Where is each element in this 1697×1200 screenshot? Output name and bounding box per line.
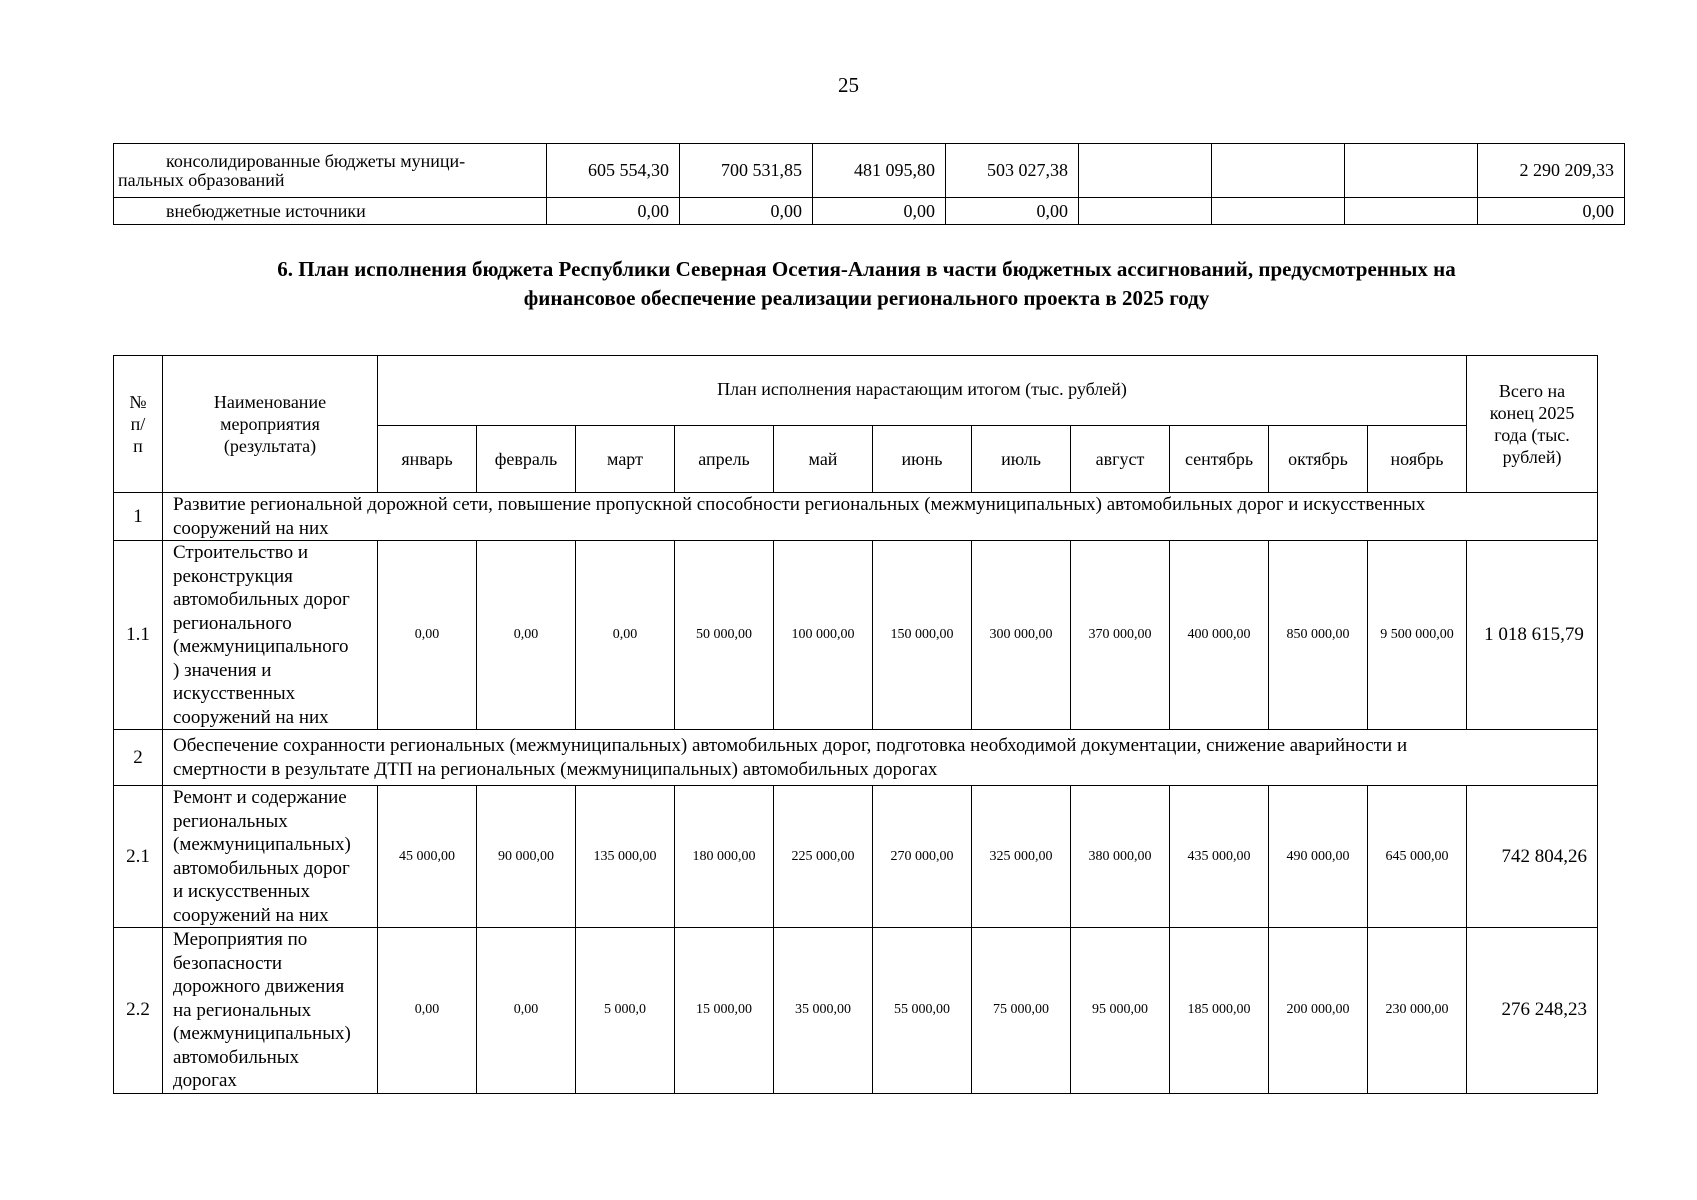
section-title-line: 6. План исполнения бюджета Республики Северная Осетия-Алания в части бюджетных ассигнований, предусмотренных на	[277, 257, 1456, 281]
header-line: №	[129, 392, 147, 412]
total-value: 1 018 615,79	[1467, 541, 1598, 730]
column-header-total	[1467, 356, 1598, 493]
month-value: 0,00	[378, 541, 477, 730]
budget-plan-table	[113, 355, 1598, 1094]
month-value: 50 000,00	[675, 541, 774, 730]
month-value: 9 500 000,00	[1368, 541, 1467, 730]
month-header: сентябрь	[1170, 426, 1269, 493]
month-value: 300 000,00	[972, 541, 1071, 730]
month-value: 225 000,00	[774, 786, 873, 928]
header-line: Наименование	[213, 392, 327, 412]
activity-name-line: дорогах	[173, 1070, 237, 1091]
month-value: 45 000,00	[378, 786, 477, 928]
row-number: 2	[114, 730, 163, 786]
header-line: Всего на	[1498, 381, 1566, 401]
month-value: 230 000,00	[1368, 928, 1467, 1094]
activity-name-line: автомобильных дорог	[173, 857, 350, 879]
table-row	[114, 541, 1598, 730]
value-cell: 0,00	[547, 198, 680, 225]
activity-name-line: автомобильных дорог	[173, 589, 350, 610]
activity-name-line: автомобильных	[173, 1046, 300, 1068]
month-value: 645 000,00	[1368, 786, 1467, 928]
month-value: 90 000,00	[477, 786, 576, 928]
value-cell: 605 554,30	[547, 144, 680, 198]
table-row	[114, 144, 1625, 198]
activity-name-line: (межмуниципальных)	[173, 834, 351, 855]
activity-name-line: безопасности	[173, 952, 283, 974]
value-cell: 700 531,85	[680, 144, 813, 198]
total-value: 742 804,26	[1467, 786, 1598, 928]
value-cell	[1212, 198, 1345, 225]
activity-name-line: ) значения и	[173, 659, 272, 681]
row-number: 1	[114, 493, 163, 541]
value-cell	[1345, 198, 1478, 225]
value-cell: 0,00	[813, 198, 946, 225]
month-value: 35 000,00	[774, 928, 873, 1094]
header-line: конец 2025	[1489, 403, 1575, 423]
activity-name-line: (межмуниципального	[173, 636, 349, 657]
header-row	[114, 356, 1598, 426]
month-value: 75 000,00	[972, 928, 1071, 1094]
month-value: 0,00	[576, 541, 675, 730]
activity-name-line: Мероприятия по	[173, 929, 308, 950]
value-cell: 0,00	[946, 198, 1079, 225]
month-value: 100 000,00	[774, 541, 873, 730]
section-name	[163, 493, 1598, 541]
activity-name	[163, 541, 378, 730]
month-value: 0,00	[477, 928, 576, 1094]
total-cell: 0,00	[1478, 198, 1625, 225]
section-name	[163, 730, 1598, 786]
month-value: 150 000,00	[873, 541, 972, 730]
activity-name	[163, 928, 378, 1094]
table-row	[114, 928, 1598, 1094]
month-header: октябрь	[1269, 426, 1368, 493]
month-value: 15 000,00	[675, 928, 774, 1094]
page-number: 25	[838, 73, 859, 97]
month-value: 180 000,00	[675, 786, 774, 928]
value-cell: 503 027,38	[946, 144, 1079, 198]
section-name-line: сооружений на них	[173, 517, 329, 539]
column-header-name	[163, 356, 378, 493]
table-row	[114, 786, 1598, 928]
month-header: ноябрь	[1368, 426, 1467, 493]
section-row	[114, 493, 1598, 541]
value-cell	[1079, 144, 1212, 198]
month-header: август	[1071, 426, 1170, 493]
month-header: июнь	[873, 426, 972, 493]
month-value: 370 000,00	[1071, 541, 1170, 730]
month-value: 185 000,00	[1170, 928, 1269, 1094]
month-value: 5 000,0	[576, 928, 675, 1094]
activity-name-line: (межмуниципальных)	[173, 1023, 351, 1044]
top-continuation-table	[113, 143, 1625, 225]
value-cell	[1079, 198, 1212, 225]
row-number: 2.1	[114, 786, 163, 928]
month-value: 380 000,00	[1071, 786, 1170, 928]
row-label	[114, 144, 547, 198]
activity-name-line: искусственных	[173, 683, 296, 704]
activity-name-line: Ремонт и содержание	[173, 787, 347, 808]
activity-name-line: дорожного движения	[173, 976, 345, 997]
header-line: (результата)	[223, 436, 317, 456]
section-name-line: Развитие региональной дорожной сети, повышение пропускной способности региональных (межмуниципальных) автомобильных дорог и искусственных	[173, 494, 1426, 515]
activity-name-line: сооружений на них	[173, 706, 329, 728]
section-name-line: Обеспечение сохранности региональных (межмуниципальных) автомобильных дорог, подготовка необходимой документации, снижение аварийности и	[173, 735, 1408, 756]
month-header: февраль	[477, 426, 576, 493]
total-cell: 2 290 209,33	[1478, 144, 1625, 198]
month-value: 270 000,00	[873, 786, 972, 928]
activity-name	[163, 786, 378, 928]
section-row	[114, 730, 1598, 786]
activity-name-line: регионального	[173, 612, 292, 634]
month-header: май	[774, 426, 873, 493]
value-cell: 0,00	[680, 198, 813, 225]
month-header: январь	[378, 426, 477, 493]
section-name-line: смертности в результате ДТП на региональных (межмуниципальных) автомобильных дорогах	[173, 758, 938, 780]
month-header: март	[576, 426, 675, 493]
month-value: 95 000,00	[1071, 928, 1170, 1094]
month-value: 490 000,00	[1269, 786, 1368, 928]
activity-name-line: сооружений на них	[173, 904, 329, 926]
header-line: рублей)	[1502, 447, 1562, 467]
value-cell	[1345, 144, 1478, 198]
activity-name-line: и искусственных	[173, 881, 311, 902]
month-value: 0,00	[477, 541, 576, 730]
month-header: июль	[972, 426, 1071, 493]
activity-name-line: Строительство и	[173, 542, 309, 563]
value-cell	[1212, 144, 1345, 198]
month-value: 400 000,00	[1170, 541, 1269, 730]
total-value: 276 248,23	[1467, 928, 1598, 1094]
month-value: 435 000,00	[1170, 786, 1269, 928]
row-number: 2.2	[114, 928, 163, 1094]
month-value: 135 000,00	[576, 786, 675, 928]
header-line: года (тыс.	[1494, 425, 1570, 445]
month-value: 0,00	[378, 928, 477, 1094]
activity-name-line: региональных	[173, 810, 288, 832]
row-label: внебюджетные источники	[114, 198, 547, 225]
month-header: апрель	[675, 426, 774, 493]
header-line: п/	[130, 414, 146, 434]
value-cell: 481 095,80	[813, 144, 946, 198]
column-header-number	[114, 356, 163, 493]
activity-name-line: реконструкция	[173, 565, 293, 587]
row-label-line: пальных образований	[118, 169, 285, 190]
table-row	[114, 198, 1625, 225]
month-value: 850 000,00	[1269, 541, 1368, 730]
row-number: 1.1	[114, 541, 163, 730]
month-value: 325 000,00	[972, 786, 1071, 928]
activity-name-line: на региональных	[173, 999, 312, 1021]
section-title-line: финансовое обеспечение реализации регионального проекта в 2025 году	[523, 286, 1210, 310]
section-title	[113, 255, 1620, 313]
header-line: мероприятия	[220, 414, 320, 434]
month-value: 200 000,00	[1269, 928, 1368, 1094]
row-label-line: консолидированные бюджеты муници-	[166, 150, 466, 171]
header-line: п	[133, 436, 143, 456]
month-value: 55 000,00	[873, 928, 972, 1094]
column-header-plan: План исполнения нарастающим итогом (тыс. рублей)	[378, 356, 1467, 426]
